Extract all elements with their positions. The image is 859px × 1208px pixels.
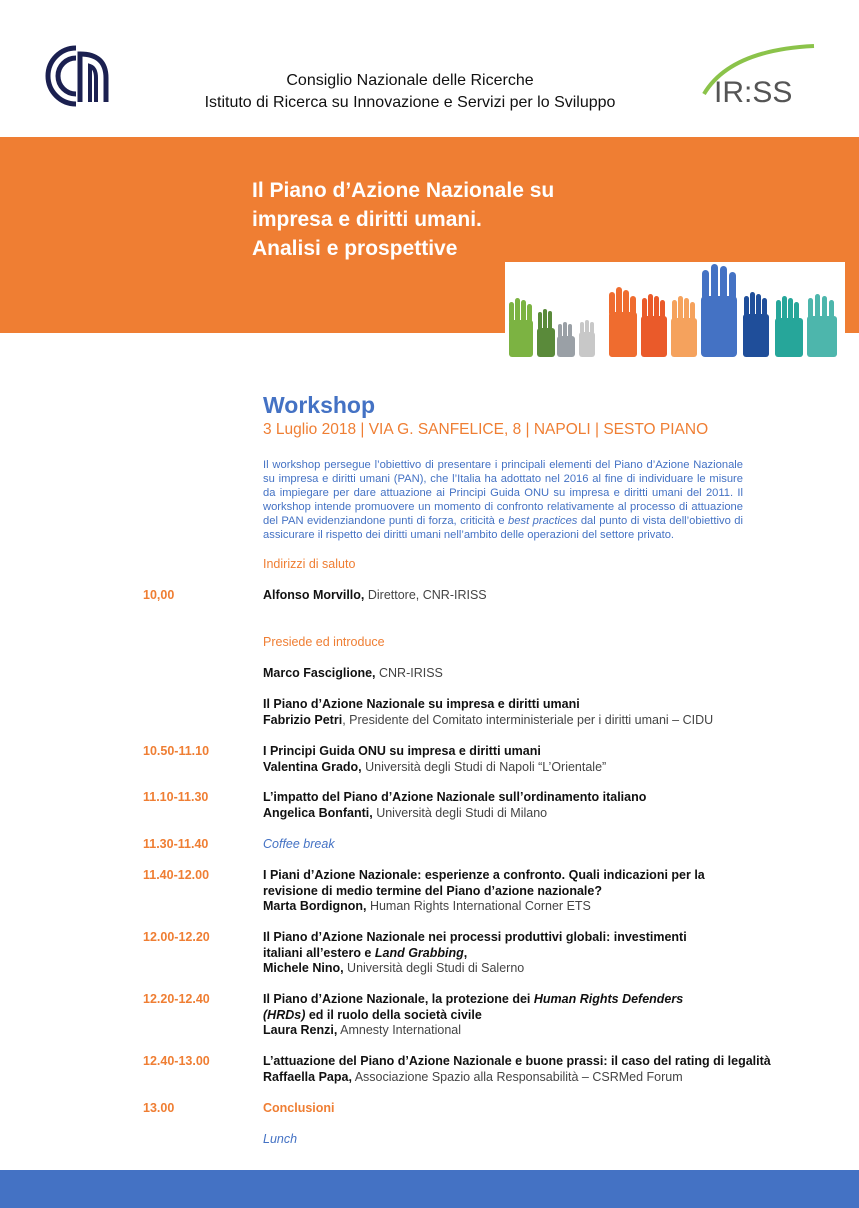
description-text-end: dal punto di vista dell’obiettivo di assicurare il rispetto dei diritti umani nell’ambito delle operazioni del settore privato. xyxy=(263,515,743,541)
institution-line-1: Consiglio Nazionale delle Ricerche xyxy=(286,72,534,89)
talk-title-line-2 xyxy=(263,1008,763,1024)
raised-hands-icon xyxy=(505,262,845,357)
talk-title-italic: Human Rights Defenders xyxy=(533,992,684,1006)
speaker-name: Marta Bordignon, xyxy=(263,899,367,913)
speaker-name: Angelica Bonfanti, xyxy=(263,805,373,820)
speaker-affiliation: Università degli Studi di Salerno xyxy=(343,961,525,975)
event-title-line-1: Il Piano d’Azione Nazionale su xyxy=(252,179,555,202)
speaker-affiliation: Università degli Studi di Napoli “L’Orientale” xyxy=(361,759,607,774)
speaker-affiliation: Associazione Spazio alla Responsabilità – CSRMed Forum xyxy=(351,1069,683,1084)
talk-title: I Principi Guida ONU su impresa e diritti umani xyxy=(263,744,541,758)
speaker-affiliation: CNR-IRISS xyxy=(375,666,443,680)
time-slot: 10,00 xyxy=(143,588,175,602)
closing-label: Conclusioni xyxy=(263,1101,335,1115)
speaker-name: Alfonso Morvillo, xyxy=(263,588,365,602)
speaker-affiliation: Direttore, CNR-IRISS xyxy=(364,588,487,602)
speaker-affiliation: Human Rights International Corner ETS xyxy=(366,899,591,913)
talk-title: Il Piano d’Azione Nazionale su impresa e diritti umani xyxy=(263,697,580,711)
section-label: Indirizzi di saluto xyxy=(263,557,356,571)
time-slot: 10.50-11.10 xyxy=(143,744,210,758)
hand-icon xyxy=(509,298,533,357)
break-label: Coffee break xyxy=(263,837,335,851)
iriss-logo-text: IR:SS xyxy=(714,76,793,108)
description-text: Il workshop persegue l’obiettivo di presentare i principali elementi del Piano d’Azione Nazionale su impresa e diritti umani (PAN), che l’Italia ha adottato nel 2016 al fine di individuare le misure da impiegare per dare attuazione ai Principi Guida ONU su impresa e diritti umani del 2011. Il workshop intende promuovere un momento di confronto relativamente al processo di attuazione del PAN evidenziandone punti di forza, criticità e xyxy=(263,459,743,527)
speaker-name: Valentina Grado, xyxy=(263,759,362,774)
talk-title-line-2: revisione di medio termine del Piano d’azione nazionale? xyxy=(263,883,602,898)
iriss-logo-icon xyxy=(700,44,820,108)
speaker-affiliation: Università degli Studi di Milano xyxy=(372,805,548,820)
talk-title-line-1 xyxy=(263,992,763,1008)
event-title-line-2: impresa e diritti umani. xyxy=(252,208,482,231)
time-slot: 12.20-12.40 xyxy=(143,992,210,1006)
talk-title-italic: (HRDs) xyxy=(263,1007,306,1022)
talk-title-line-2 xyxy=(263,946,763,962)
workshop-description xyxy=(263,458,743,542)
speaker-name: Laura Renzi, xyxy=(263,1023,338,1037)
talk-title-punct: , xyxy=(463,945,468,960)
talk-title-text: italiani all’estero e xyxy=(263,945,375,960)
talk-title-italic: Land Grabbing xyxy=(374,945,464,960)
talk-title-line-1: I Piani d’Azione Nazionale: esperienze a confronto. Quali indicazioni per la xyxy=(263,868,705,882)
speaker-affiliation: , Presidente del Comitato interministeriale per i diritti umani – CIDU xyxy=(342,712,714,727)
cnr-logo-icon xyxy=(44,44,112,108)
talk-title-text: Il Piano d’Azione Nazionale, la protezione dei xyxy=(263,992,534,1006)
time-slot: 11.10-11.30 xyxy=(143,790,209,804)
institution-line-2: Istituto di Ricerca su Innovazione e Servizi per lo Sviluppo xyxy=(204,94,616,111)
lunch-label: Lunch xyxy=(263,1132,298,1146)
hands-illustration xyxy=(505,262,845,357)
footer-bar xyxy=(0,1170,859,1208)
talk-title: L’impatto del Piano d’Azione Nazionale sull’ordinamento italiano xyxy=(263,790,647,804)
time-slot: 13.00 xyxy=(143,1101,175,1115)
section-label: Presiede ed introduce xyxy=(263,635,385,649)
workshop-date-location: 3 Luglio 2018 | VIA G. SANFELICE, 8 | NAPOLI | SESTO PIANO xyxy=(263,421,709,438)
talk-title: L’attuazione del Piano d’Azione Nazionale e buone prassi: il caso del rating di legalità xyxy=(263,1054,771,1068)
time-slot: 11.40-12.00 xyxy=(143,868,210,882)
description-italic: best practices xyxy=(508,515,578,527)
talk-title-text: ed il ruolo della società civile xyxy=(305,1007,482,1022)
event-title-line-3: Analisi e prospettive xyxy=(252,237,458,260)
header xyxy=(0,0,859,137)
talk-title-line-1: Il Piano d’Azione Nazionale nei processi produttivi globali: investimenti xyxy=(263,930,687,944)
speaker-affiliation: Amnesty International xyxy=(337,1023,462,1037)
speaker-name: Michele Nino, xyxy=(263,961,344,975)
institution-name xyxy=(160,70,660,114)
event-title xyxy=(252,176,554,263)
time-slot: 12.40-13.00 xyxy=(143,1054,210,1068)
speaker-name: Raffaella Papa, xyxy=(263,1069,352,1084)
speaker-name: Fabrizio Petri xyxy=(263,712,343,727)
speaker-name: Marco Fasciglione, xyxy=(263,666,376,680)
workshop-title: Workshop xyxy=(263,392,376,418)
time-slot: 12.00-12.20 xyxy=(143,930,210,944)
time-slot: 11.30-11.40 xyxy=(143,837,209,851)
